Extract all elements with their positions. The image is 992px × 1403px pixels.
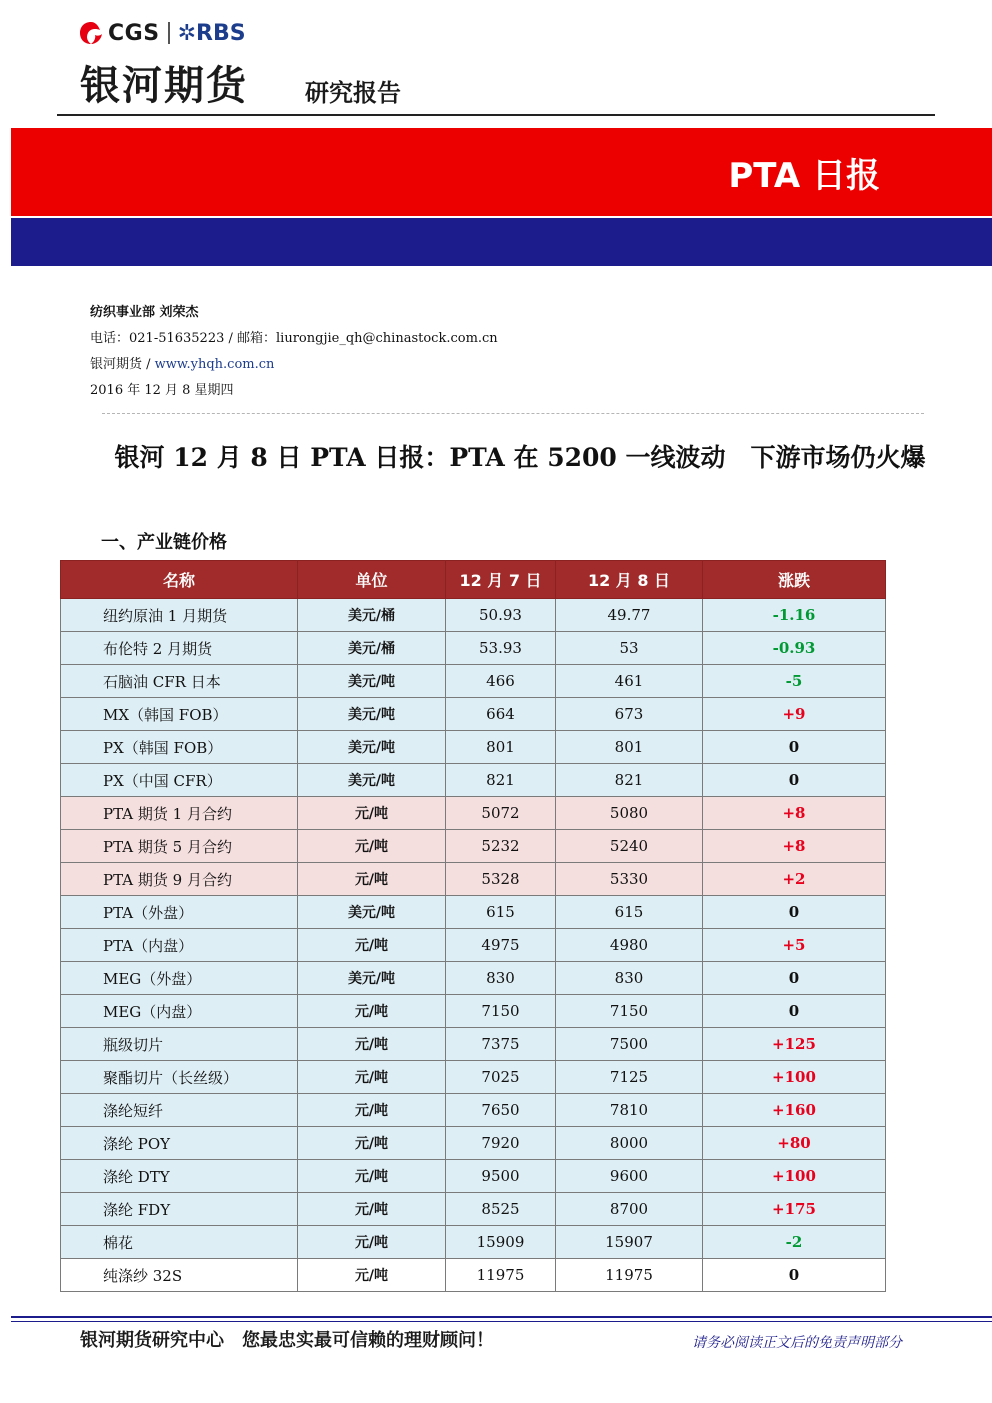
header-divider <box>57 114 935 116</box>
dashed-divider <box>102 413 924 414</box>
footer-divider <box>11 1316 992 1318</box>
row-name: MEG（内盘） <box>61 995 298 1028</box>
row-dec7: 50.93 <box>446 599 556 632</box>
row-dec7: 8525 <box>446 1193 556 1226</box>
row-dec7: 801 <box>446 731 556 764</box>
website-link[interactable]: www.yhqh.com.cn <box>154 357 275 372</box>
row-name: 纯涤纱 32S <box>61 1259 298 1292</box>
row-dec7: 7025 <box>446 1061 556 1094</box>
row-dec8: 7150 <box>556 995 703 1028</box>
row-change: 0 <box>703 731 886 764</box>
row-change: -5 <box>703 665 886 698</box>
row-change: +80 <box>703 1127 886 1160</box>
row-unit: 元/吨 <box>298 1160 446 1193</box>
row-unit: 美元/吨 <box>298 698 446 731</box>
footer-disclaimer: 请务必阅读正文后的免责声明部分 <box>692 1335 902 1351</box>
header-dec7: 12 月 7 日 <box>446 561 556 599</box>
row-name: 涤纶 DTY <box>61 1160 298 1193</box>
row-change: +100 <box>703 1061 886 1094</box>
footer-divider-thin <box>11 1321 992 1322</box>
report-date: 2016 年 12 月 8 星期四 <box>90 383 234 398</box>
header-change: 涨跌 <box>703 561 886 599</box>
row-dec7: 821 <box>446 764 556 797</box>
row-dec7: 5232 <box>446 830 556 863</box>
row-dec7: 466 <box>446 665 556 698</box>
row-change: -1.16 <box>703 599 886 632</box>
author-info <box>90 300 498 404</box>
row-name: MEG（外盘） <box>61 962 298 995</box>
row-change: -0.93 <box>703 632 886 665</box>
row-dec8: 9600 <box>556 1160 703 1193</box>
row-name: PTA 期货 9 月合约 <box>61 863 298 896</box>
row-change: 0 <box>703 962 886 995</box>
table-row <box>61 1259 886 1292</box>
row-dec8: 830 <box>556 962 703 995</box>
footer-slogan: 银河期货研究中心 您最忠实最可信赖的理财顾问！ <box>80 1330 494 1351</box>
row-change: +9 <box>703 698 886 731</box>
header-dec8: 12 月 8 日 <box>556 561 703 599</box>
row-unit: 元/吨 <box>298 1226 446 1259</box>
cgs-logo-icon <box>78 20 104 46</box>
row-name: 石脑油 CFR 日本 <box>61 665 298 698</box>
brand-name: 银河期货 <box>80 63 248 109</box>
row-unit: 美元/吨 <box>298 896 446 929</box>
row-name: 棉花 <box>61 1226 298 1259</box>
table-row <box>61 1061 886 1094</box>
row-dec7: 664 <box>446 698 556 731</box>
table-row <box>61 1226 886 1259</box>
header-name: 名称 <box>61 561 298 599</box>
website-prefix: 银河期货 / <box>90 357 155 372</box>
row-dec8: 461 <box>556 665 703 698</box>
row-unit: 美元/桶 <box>298 632 446 665</box>
table-body <box>61 599 886 1292</box>
header-unit: 单位 <box>298 561 446 599</box>
row-name: 纽约原油 1 月期货 <box>61 599 298 632</box>
row-change: +2 <box>703 863 886 896</box>
row-dec8: 11975 <box>556 1259 703 1292</box>
row-change: +160 <box>703 1094 886 1127</box>
row-unit: 元/吨 <box>298 1193 446 1226</box>
row-name: 瓶级切片 <box>61 1028 298 1061</box>
table-header-row <box>61 561 886 599</box>
row-dec8: 5330 <box>556 863 703 896</box>
row-dec7: 4975 <box>446 929 556 962</box>
author-contact: 电话：021-51635223 / 邮箱：liurongjie_qh@chinastock.com.cn <box>90 331 498 346</box>
table-row <box>61 995 886 1028</box>
row-name: PTA（外盘） <box>61 896 298 929</box>
row-name: 涤纶 FDY <box>61 1193 298 1226</box>
row-dec7: 7920 <box>446 1127 556 1160</box>
table-row <box>61 929 886 962</box>
row-unit: 美元/桶 <box>298 599 446 632</box>
row-unit: 元/吨 <box>298 995 446 1028</box>
table-row <box>61 764 886 797</box>
row-dec8: 821 <box>556 764 703 797</box>
row-dec8: 49.77 <box>556 599 703 632</box>
row-dec7: 5072 <box>446 797 556 830</box>
row-unit: 美元/吨 <box>298 731 446 764</box>
table-row <box>61 797 886 830</box>
row-dec8: 7125 <box>556 1061 703 1094</box>
row-change: 0 <box>703 995 886 1028</box>
report-headline: 银河 12 月 8 日 PTA 日报：PTA 在 5200 一线波动 下游市场仍火爆 <box>114 443 926 472</box>
row-dec8: 8700 <box>556 1193 703 1226</box>
table-row <box>61 1028 886 1061</box>
row-change: 0 <box>703 1259 886 1292</box>
row-dec7: 53.93 <box>446 632 556 665</box>
row-dec8: 4980 <box>556 929 703 962</box>
row-name: 布伦特 2 月期货 <box>61 632 298 665</box>
table-row <box>61 665 886 698</box>
row-unit: 元/吨 <box>298 1094 446 1127</box>
row-dec7: 7150 <box>446 995 556 1028</box>
row-dec8: 673 <box>556 698 703 731</box>
row-unit: 元/吨 <box>298 797 446 830</box>
table-row <box>61 1193 886 1226</box>
row-dec8: 801 <box>556 731 703 764</box>
row-name: PTA（内盘） <box>61 929 298 962</box>
logo-cgs-text: CGS <box>108 20 160 46</box>
row-unit: 元/吨 <box>298 1259 446 1292</box>
row-dec8: 7810 <box>556 1094 703 1127</box>
row-unit: 元/吨 <box>298 929 446 962</box>
row-unit: 元/吨 <box>298 863 446 896</box>
logo-rbs-text: RBS <box>196 20 246 46</box>
author-dept: 纺织事业部 刘荣杰 <box>90 305 199 320</box>
row-change: +100 <box>703 1160 886 1193</box>
table-row <box>61 1127 886 1160</box>
row-name: MX（韩国 FOB） <box>61 698 298 731</box>
website-line <box>90 352 498 378</box>
row-unit: 元/吨 <box>298 1028 446 1061</box>
row-dec7: 15909 <box>446 1226 556 1259</box>
row-dec7: 11975 <box>446 1259 556 1292</box>
row-dec8: 8000 <box>556 1127 703 1160</box>
row-dec8: 5080 <box>556 797 703 830</box>
row-unit: 美元/吨 <box>298 665 446 698</box>
row-dec7: 9500 <box>446 1160 556 1193</box>
row-change: +175 <box>703 1193 886 1226</box>
row-unit: 元/吨 <box>298 830 446 863</box>
row-dec8: 5240 <box>556 830 703 863</box>
rbs-logo-icon: ✲ <box>177 20 196 46</box>
table-row <box>61 698 886 731</box>
table-row <box>61 1160 886 1193</box>
row-dec8: 615 <box>556 896 703 929</box>
table-row <box>61 962 886 995</box>
report-type: 研究报告 <box>305 79 401 107</box>
row-change: -2 <box>703 1226 886 1259</box>
table-row <box>61 731 886 764</box>
row-unit: 美元/吨 <box>298 764 446 797</box>
row-dec7: 7375 <box>446 1028 556 1061</box>
row-change: 0 <box>703 764 886 797</box>
row-name: 涤纶短纤 <box>61 1094 298 1127</box>
row-dec7: 5328 <box>446 863 556 896</box>
row-change: +125 <box>703 1028 886 1061</box>
row-name: PTA 期货 5 月合约 <box>61 830 298 863</box>
company-logo <box>78 20 246 46</box>
row-name: PX（中国 CFR） <box>61 764 298 797</box>
row-unit: 美元/吨 <box>298 962 446 995</box>
logo-divider <box>168 22 170 44</box>
row-change: +8 <box>703 797 886 830</box>
row-unit: 元/吨 <box>298 1127 446 1160</box>
row-name: PX（韩国 FOB） <box>61 731 298 764</box>
table-row <box>61 896 886 929</box>
table-row <box>61 863 886 896</box>
banner-blue <box>11 218 992 266</box>
table-row <box>61 599 886 632</box>
row-dec8: 7500 <box>556 1028 703 1061</box>
row-unit: 元/吨 <box>298 1061 446 1094</box>
row-change: +8 <box>703 830 886 863</box>
row-dec8: 53 <box>556 632 703 665</box>
row-name: PTA 期货 1 月合约 <box>61 797 298 830</box>
row-dec7: 615 <box>446 896 556 929</box>
table-row <box>61 1094 886 1127</box>
row-change: 0 <box>703 896 886 929</box>
price-table <box>60 560 886 1292</box>
row-change: +5 <box>703 929 886 962</box>
row-dec7: 830 <box>446 962 556 995</box>
row-dec7: 7650 <box>446 1094 556 1127</box>
section-title: 一、产业链价格 <box>101 532 227 553</box>
row-name: 聚酯切片（长丝级） <box>61 1061 298 1094</box>
table-row <box>61 830 886 863</box>
banner-title: PTA 日报 <box>728 156 880 196</box>
row-name: 涤纶 POY <box>61 1127 298 1160</box>
table-row <box>61 632 886 665</box>
row-dec8: 15907 <box>556 1226 703 1259</box>
